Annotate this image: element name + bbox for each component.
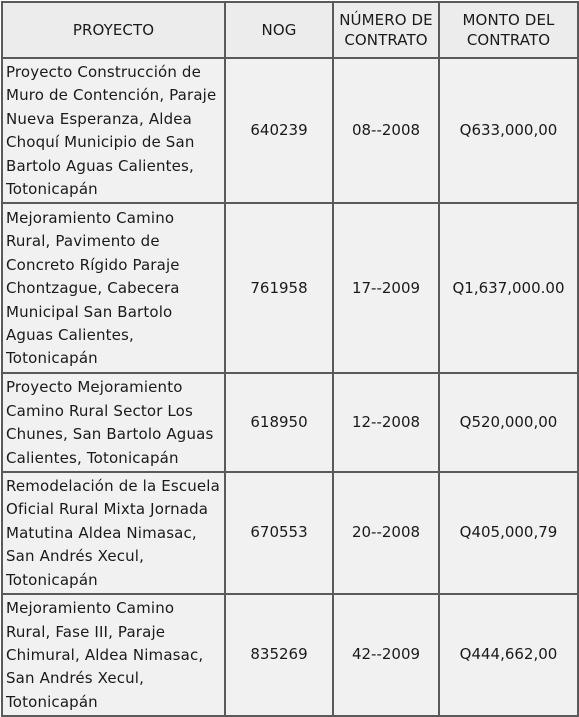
cell-nog: 618950: [225, 373, 333, 472]
cell-nog: 835269: [225, 594, 333, 716]
table-header: [2, 2, 578, 58]
header-nog: [225, 2, 333, 58]
cell-proyecto: Proyecto Mejoramiento Camino Rural Sector Los Chunes, San Bartolo Aguas Calientes, Totonicapán: [2, 373, 225, 472]
table-row: [2, 472, 578, 594]
cell-nog: 640239: [225, 58, 333, 203]
cell-numero-contrato: 20--2008: [333, 472, 439, 594]
table-row: [2, 594, 578, 716]
table-row: [2, 58, 578, 203]
cell-numero-contrato: 12--2008: [333, 373, 439, 472]
table-body: [2, 58, 578, 716]
cell-proyecto: Mejoramiento Camino Rural, Pavimento de Concreto Rígido Paraje Chontzague, Cabecera Municipal San Bartolo Aguas Calientes, Totonicapán: [2, 203, 225, 373]
cell-nog: 761958: [225, 203, 333, 373]
header-numero-line2: CONTRATO: [344, 31, 428, 49]
header-numero-contrato: [333, 2, 439, 58]
header-monto-contrato: [439, 2, 578, 58]
cell-monto-contrato: Q1,637,000.00: [439, 203, 578, 373]
contracts-table: [1, 1, 579, 717]
cell-numero-contrato: 17--2009: [333, 203, 439, 373]
cell-monto-contrato: Q633,000,00: [439, 58, 578, 203]
header-row: [2, 2, 578, 58]
cell-nog: 670553: [225, 472, 333, 594]
cell-monto-contrato: Q405,000,79: [439, 472, 578, 594]
cell-proyecto: Proyecto Construcción de Muro de Contención, Paraje Nueva Esperanza, Aldea Choquí Municipio de San Bartolo Aguas Calientes, Totonicapán: [2, 58, 225, 203]
table-row: [2, 203, 578, 373]
cell-monto-contrato: Q444,662,00: [439, 594, 578, 716]
header-proyecto-label: PROYECTO: [72, 21, 155, 39]
header-monto-line1: MONTO DEL: [462, 11, 555, 29]
header-numero-line1: NÚMERO DE: [339, 11, 433, 29]
table-row: [2, 373, 578, 472]
header-nog-label: NOG: [261, 21, 297, 39]
cell-numero-contrato: 08--2008: [333, 58, 439, 203]
cell-monto-contrato: Q520,000,00: [439, 373, 578, 472]
cell-numero-contrato: 42--2009: [333, 594, 439, 716]
header-monto-line2: CONTRATO: [466, 31, 551, 49]
header-proyecto: [2, 2, 225, 58]
cell-proyecto: Remodelación de la Escuela Oficial Rural Mixta Jornada Matutina Aldea Nimasac, San Andrés Xecul, Totonicapán: [2, 472, 225, 594]
cell-proyecto: Mejoramiento Camino Rural, Fase III, Paraje Chimural, Aldea Nimasac, San Andrés Xecul, Totonicapán: [2, 594, 225, 716]
